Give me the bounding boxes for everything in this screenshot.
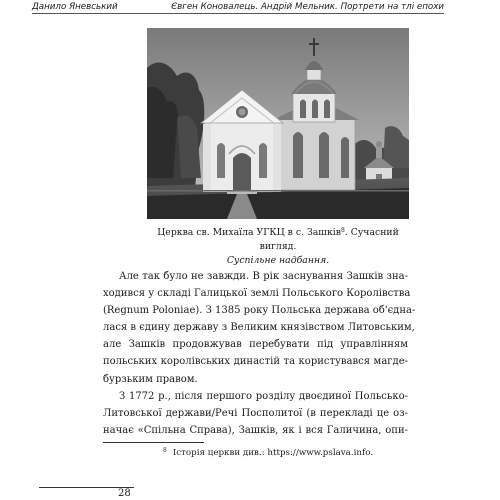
body-line: ходився у складі Галицької землі Польського Королівства (103, 288, 411, 300)
running-head-rule (32, 13, 444, 14)
caption-text: Церква св. Михаїла УГКЦ в с. Зашків (157, 227, 341, 238)
body-line: польських королівських династій та користувався магде- (103, 356, 408, 368)
caption-credit: Суспільне надбання. (226, 255, 330, 266)
body-line: (Regnum Poloniae). З 1385 року Польська держава об'єдна- (103, 305, 416, 317)
body-line: лася в єдину державу з Великим князівством Литовським, (103, 322, 415, 334)
body-text (103, 268, 416, 439)
figure-caption (150, 224, 406, 268)
page-number: 28 (118, 488, 131, 499)
body-line: З 1772 р., після першого розділу двоєдиної Польсько- (119, 390, 408, 402)
footnote-rule (103, 442, 204, 443)
caption-footnote-ref: 8 (340, 227, 345, 234)
body-line: Литовської держави/Речі Посполитої (в перекладі це оз- (103, 407, 408, 419)
running-head-author: Данило Яневський (32, 2, 118, 12)
running-head (32, 1, 444, 13)
footnote-number: 8 (163, 447, 167, 454)
body-line: але Зашків продовжував перебувати під управлінням (103, 339, 408, 351)
footnote (163, 445, 373, 459)
body-line: начає «Спільна Справа), Зашків, як і вся Галичина, опи- (103, 424, 408, 436)
body-line: Але так було не завжди. В рік заснування Зашків зна- (119, 271, 408, 282)
footnote-text: Історія церкви див.: https://www.pslava.info. (172, 448, 374, 458)
running-head-title: Євген Коновалець. Андрій Мельник. Портрети на тлі епохи (171, 2, 444, 12)
caption-tail: . Сучасний вигляд. (259, 227, 399, 252)
church-photo (147, 28, 409, 219)
body-line: бурзьким правом. (103, 373, 198, 385)
